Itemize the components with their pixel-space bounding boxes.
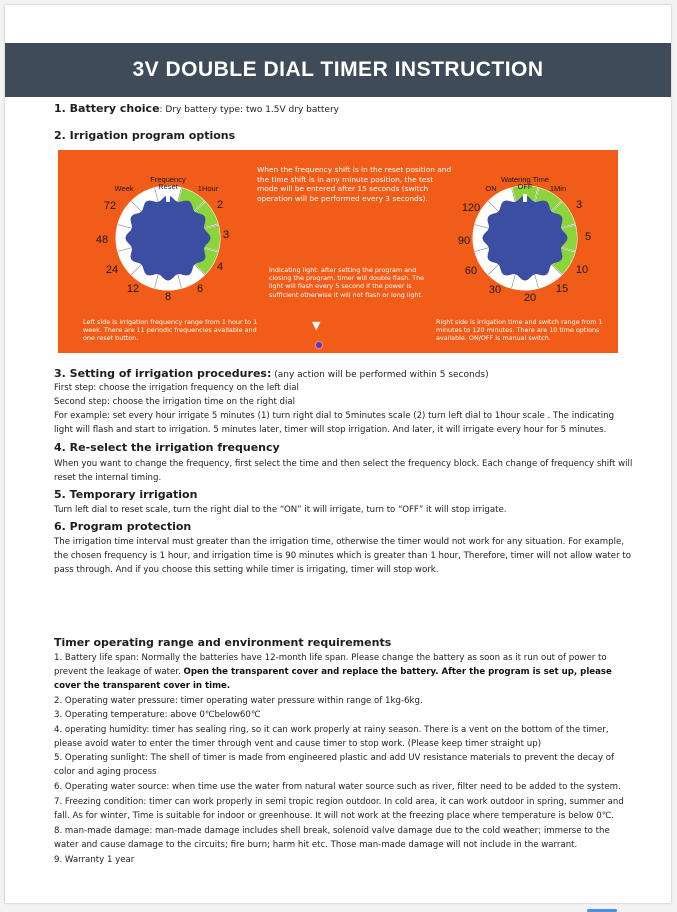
left-dial-label: 8 <box>164 291 172 303</box>
document-page <box>5 5 671 903</box>
right-dial-label: 120 <box>461 202 481 214</box>
requirement-emphasis: Open the transparent cover and replace the battery. After the program is set up, please cover the transparent cover in time. <box>54 667 612 692</box>
section-irrigation-heading: 2. Irrigation program options <box>54 129 236 142</box>
section-temporary-text: Turn left dial to reset scale, turn the right dial to the “ON” it will irrigate, turn to “OFF” it will stop irrigate. <box>54 505 507 515</box>
requirement-item-6: 6. Operating water source: when time use the water from natural water source such as river, filter need to be added to the system. <box>54 782 621 792</box>
right-dial-subtitle: OFF <box>517 182 533 191</box>
section-protection-heading: 6. Program protection <box>54 520 192 533</box>
left-dial-label: Week <box>114 184 134 193</box>
left-dial-label: 6 <box>196 283 204 295</box>
right-dial-label: 20 <box>523 292 537 304</box>
left-dial-title: Frequency <box>150 175 186 184</box>
section-text: : Dry battery type: two 1.5V dry battery <box>159 105 339 115</box>
right-dial-label: 60 <box>464 265 478 277</box>
requirement-item-8: 8. man-made damage: man-made damage includes shell break, solenoid valve damage due to the cold weather; immerse to the water and cause damage to the circuits; fire burn; harm hit etc. Those man-made damage will not include in the warrant. <box>54 826 610 851</box>
requirement-item-1 <box>54 651 634 694</box>
page-title: 3V DOUBLE DIAL TIMER INSTRUCTION <box>132 58 544 81</box>
left-dial-pointer <box>166 194 170 202</box>
section-setting-line2: Second step: choose the irrigation time on the right dial <box>54 397 296 407</box>
requirement-item-5: 5. Operating sunlight: The shell of timer is made from engineered plastic and add UV resistance materials to prevent the decay of color and aging process <box>54 753 615 778</box>
right-dial-note: Right side is irrigation time and switch range from 1 minutes to 120 minutes. There are 10 time options available. ON/OFF is manual switch. <box>436 318 603 343</box>
left-dial-label: 72 <box>103 200 117 212</box>
left-dial-label: 1Hour <box>197 184 219 193</box>
left-dial-label: 4 <box>216 261 224 273</box>
left-dial-note: Left side is irrigation frequency range from 1 hour to 1 week. There are 11 periodic frequencies available and one reset button. <box>83 318 258 343</box>
right-dial-label: 90 <box>457 235 471 247</box>
right-dial-title: Watering Time <box>500 175 550 184</box>
right-dial-label: 30 <box>488 284 502 296</box>
requirement-item-9: 9. Warranty 1 year <box>54 855 135 865</box>
section-protection-text: The irrigation time interval must greater than the irrigation time, otherwise the timer would not work for any situation. For example, the chosen frequency is 1 hour, and irrigation time is 90 minutes which is greater than 1 hour, Therefore, timer will not allow water to pass through. And if you choose this setting while timer is irrigating, timer will stop work. <box>54 537 631 576</box>
dial-diagram-panel <box>58 150 618 353</box>
section-heading-note: (any action will be performed within 5 seconds) <box>271 370 489 380</box>
right-dial-label: 3 <box>575 199 583 211</box>
right-dial-label: 15 <box>555 283 569 295</box>
indicating-light-note: Indicating light: after setting the program and closing the program, timer will double flash. The light will flash every 5 second if the power is sufficient otherwise it will not flash or long light. <box>269 266 425 299</box>
section-reselect-text: When you want to change the frequency, first select the time and then select the frequency block. Each change of frequency shift will reset the internal timing. <box>54 459 633 484</box>
left-dial-label: 3 <box>222 229 230 241</box>
right-dial-label: 1Min <box>549 184 567 193</box>
page-title-bar <box>5 43 671 97</box>
right-dial-label: 10 <box>575 264 589 276</box>
left-dial-subtitle: Reset <box>158 182 178 191</box>
right-dial-label: 5 <box>584 231 592 243</box>
requirement-item-4: 4. operating humidity: timer has sealing ring, so it can work properly at rainy season. There is a vent on the bottom of the timer, please avoid water to enter the timer through vent and cause timer to stop work. (Please keep timer straight up) <box>54 725 609 750</box>
arrow-down-icon: ▼ <box>312 319 321 332</box>
left-dial-label: 48 <box>95 234 109 246</box>
section-heading: 3. Setting of irrigation procedures: <box>54 367 272 380</box>
requirement-text: 1. Battery life span: Normally the batteries have 12-month life span. Please change the battery as soon as it run out of power to prevent the leakage of water. <box>54 653 607 678</box>
section-setting-line3: For example: set every hour irrigate 5 minutes (1) turn right dial to 5minutes scale (2) turn left dial to 1hour scale . The indicating light will flash and start to irrigation. 5 minutes later, timer will stop irrigation. And later, it will irrigate every hour for 5 minutes. <box>54 411 615 436</box>
section-battery <box>54 102 339 115</box>
indicator-light-icon <box>316 342 322 348</box>
section-heading: 1. Battery choice <box>54 102 160 115</box>
section-setting <box>54 367 489 380</box>
section-setting-line1: First step: choose the irrigation frequency on the left dial <box>54 383 299 393</box>
section-reselect-heading: 4. Re-select the irrigation frequency <box>54 441 280 454</box>
requirement-item-7: 7. Freezing condition: timer can work properly in semi tropic region outdoor. In cold area, it can work outdoor in spring, summer and fall. As for winter, Time is suitable for indoor or greenhouse. It will not work at the freezing place where temperature is below 0℃. <box>54 797 624 822</box>
right-dial-label: ON <box>485 184 497 193</box>
left-dial-label: 2 <box>216 199 224 211</box>
left-dial-label: 24 <box>105 264 119 276</box>
requirement-item-3: 3. Operating temperature: above 0℃below60℃ <box>54 710 261 720</box>
reset-test-note: When the frequency shift is in the reset position and the time shift is in any minute position, the test mode will be entered after 15 seconds (switch operation will be performed every 3 seconds). <box>257 165 452 203</box>
requirement-item-2: 2. Operating water pressure: timer operating water pressure within range of 1kg-6kg. <box>54 696 423 706</box>
section-temporary-heading: 5. Temporary irrigation <box>54 488 198 501</box>
right-dial-pointer <box>523 194 527 202</box>
requirements-heading: Timer operating range and environment requirements <box>54 636 392 649</box>
left-dial-label: 12 <box>126 283 140 295</box>
